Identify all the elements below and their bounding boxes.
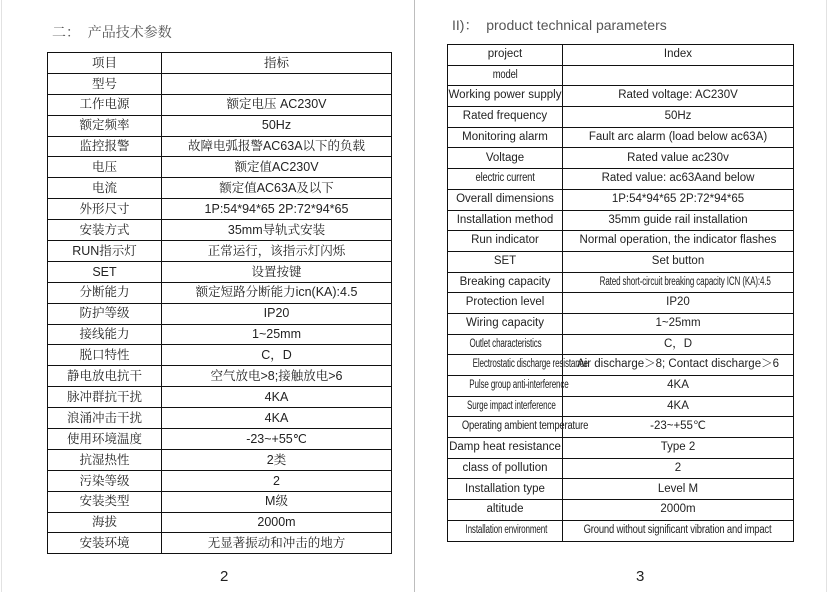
parameter-name: Rated frequency <box>462 110 548 123</box>
parameter-value: 4KA <box>264 389 289 404</box>
parameter-value: 1P:54*94*65 2P:72*94*65 <box>204 201 349 216</box>
parameter-name: 工作电源 <box>79 97 130 112</box>
parameter-name: 接线能力 <box>79 327 130 342</box>
page-edge-left <box>1 0 2 592</box>
parameter-value: 额定短路分断能力icn(KA):4.5 <box>195 285 358 300</box>
parameter-name-cell <box>48 94 162 115</box>
parameter-value-cell <box>162 324 392 345</box>
parameter-value: C，D <box>663 337 693 350</box>
parameter-value-cell <box>162 199 392 220</box>
parameter-name-cell <box>48 73 162 94</box>
parameter-value-cell <box>162 491 392 512</box>
parameter-name: Installation environment <box>465 523 548 536</box>
parameter-value: 2 <box>273 473 280 488</box>
parameter-name: 项目 <box>91 55 117 70</box>
right-table-row <box>448 313 794 334</box>
parameter-value-cell <box>162 408 392 429</box>
parameter-value-cell <box>162 94 392 115</box>
left-table-row <box>48 94 392 115</box>
parameter-value-cell <box>563 169 794 190</box>
parameter-value: 35mm guide rail installation <box>608 213 748 226</box>
parameter-name-cell <box>48 387 162 408</box>
right-table-row <box>448 479 794 500</box>
parameter-value-cell <box>162 366 392 387</box>
parameter-value: Fault arc alarm (load below ac63A) <box>588 130 768 143</box>
left-table-row <box>48 303 392 324</box>
parameter-name-cell <box>48 470 162 491</box>
parameter-value: 4KA <box>667 399 689 412</box>
parameter-value-cell <box>563 45 794 66</box>
left-table-row <box>48 199 392 220</box>
right-table-row <box>448 417 794 438</box>
parameter-name: RUN指示灯 <box>72 243 137 258</box>
parameter-name: Installation type <box>465 482 545 495</box>
right-table-row <box>448 438 794 459</box>
left-table-row <box>48 136 392 157</box>
parameter-name: 污染等级 <box>79 473 130 488</box>
right-table-row <box>448 86 794 107</box>
parameter-name-cell <box>48 345 162 366</box>
left-table-row <box>48 449 392 470</box>
parameter-value: 35mm导轨式安装 <box>227 222 326 237</box>
parameter-name-cell <box>48 491 162 512</box>
parameter-name-cell <box>48 449 162 470</box>
parameter-name: 电压 <box>91 160 117 175</box>
parameter-name: class of pollution <box>462 461 548 474</box>
parameter-name: Surge impact interference <box>467 399 556 412</box>
parameter-value-cell <box>162 241 392 262</box>
left-table-row <box>48 429 392 450</box>
parameter-value: 2000m <box>660 503 696 516</box>
parameter-value: Type 2 <box>660 441 696 454</box>
parameter-value: Normal operation, the indicator flashes <box>579 234 777 247</box>
parameter-value-cell <box>563 334 794 355</box>
parameter-name: 脉冲群抗干扰 <box>66 389 142 404</box>
parameter-value-cell <box>563 231 794 252</box>
parameter-value-cell <box>162 345 392 366</box>
right-table-row <box>448 520 794 541</box>
parameter-name: electric current <box>475 172 535 185</box>
right-table-row <box>448 500 794 521</box>
parameter-value-cell <box>162 512 392 533</box>
parameter-value: Rated value: ac63Aand below <box>601 172 755 185</box>
parameter-value: Index <box>663 48 693 61</box>
parameter-value: IP20 <box>666 296 690 309</box>
parameter-value: M级 <box>265 494 288 509</box>
parameter-value: 4KA <box>667 379 689 392</box>
parameter-name-cell <box>448 86 563 107</box>
parameter-value-cell <box>162 53 392 74</box>
parameter-name-cell <box>48 533 162 554</box>
parameter-name-cell <box>448 127 563 148</box>
parameter-name-cell <box>448 231 563 252</box>
parameter-value: 空气放电>8;接触放电>6 <box>210 369 343 384</box>
parameter-value-cell <box>162 429 392 450</box>
parameter-name-cell <box>448 65 563 86</box>
parameter-value-cell <box>563 376 794 397</box>
parameter-name-cell <box>48 178 162 199</box>
parameter-name: altitude <box>486 503 524 516</box>
parameter-name-cell <box>448 169 563 190</box>
parameter-value-cell <box>162 73 392 94</box>
parameter-value: 2000m <box>257 515 296 530</box>
parameter-value-cell <box>162 220 392 241</box>
parameter-value-cell <box>563 148 794 169</box>
parameter-value-cell <box>563 396 794 417</box>
parameter-value: 2类 <box>266 452 287 467</box>
parameter-name-cell <box>448 355 588 376</box>
parameter-value-cell <box>563 520 794 541</box>
left-table-row <box>48 387 392 408</box>
page-divider <box>414 0 415 592</box>
parameter-value-cell <box>563 65 794 86</box>
parameter-name: Electrostatic discharge resistance <box>472 358 588 371</box>
parameter-name-cell <box>448 417 589 438</box>
parameter-name-cell <box>48 115 162 136</box>
parameter-value-cell <box>563 313 794 334</box>
parameter-name: Breaking capacity <box>459 275 551 288</box>
parameter-name: Overall dimensions <box>456 192 554 205</box>
left-section-title: 二： 产品技术参数 <box>52 24 172 40</box>
parameter-name-cell <box>48 157 162 178</box>
parameter-name: Operating ambient temperature <box>461 420 589 433</box>
right-table-row <box>448 251 794 272</box>
left-table-row <box>48 324 392 345</box>
parameter-name: 使用环境温度 <box>66 431 142 446</box>
parameter-value-cell <box>563 417 794 438</box>
parameter-name: 电流 <box>91 181 117 196</box>
parameter-name: 分断能力 <box>79 285 130 300</box>
parameter-name-cell <box>448 479 563 500</box>
parameter-name: 海拔 <box>91 515 117 530</box>
parameter-name: Monitoring alarm <box>462 130 548 143</box>
parameter-name-cell <box>448 458 563 479</box>
page-number-left: 2 <box>220 568 229 585</box>
parameter-value: 正常运行，该指示灯闪烁 <box>207 243 346 258</box>
right-table-row <box>448 107 794 128</box>
parameter-name: 型号 <box>91 76 117 91</box>
parameter-name: project <box>487 48 523 61</box>
parameter-value-cell <box>563 479 794 500</box>
right-table-row <box>448 189 794 210</box>
parameter-value-cell <box>162 303 392 324</box>
parameter-name: Installation method <box>456 213 554 226</box>
parameter-value-cell <box>563 127 794 148</box>
left-table-row <box>48 408 392 429</box>
parameter-value-cell <box>162 533 392 554</box>
parameter-value: Level M <box>657 482 699 495</box>
parameter-value: -23~+55℃ <box>246 431 307 446</box>
parameter-value-cell <box>563 251 794 272</box>
parameter-value-cell <box>563 458 794 479</box>
parameter-value: 1P:54*94*65 2P:72*94*65 <box>611 192 745 205</box>
parameter-name-cell <box>448 376 569 397</box>
parameter-value-cell <box>162 178 392 199</box>
parameter-name: Run indicator <box>471 234 539 247</box>
parameter-value-cell <box>563 500 794 521</box>
right-table-header-row <box>448 45 794 66</box>
parameter-value: Rated value ac230v <box>627 151 729 164</box>
parameter-name-cell <box>448 396 563 417</box>
parameter-value-cell <box>563 107 794 128</box>
parameter-name-cell <box>48 220 162 241</box>
right-table-row <box>448 127 794 148</box>
parameter-name-cell <box>448 210 563 231</box>
left-table-row <box>48 115 392 136</box>
parameter-name: Wiring capacity <box>466 317 544 330</box>
parameter-name-cell <box>48 282 162 303</box>
parameter-value: 1~25mm <box>655 317 701 330</box>
parameter-name: model <box>492 68 518 81</box>
parameter-name-cell <box>448 189 563 210</box>
parameter-value-cell <box>162 115 392 136</box>
right-table-row <box>448 293 794 314</box>
parameter-name-cell <box>48 261 162 282</box>
left-table-row <box>48 261 392 282</box>
right-table-row <box>448 355 794 376</box>
parameter-name: 安装类型 <box>79 494 130 509</box>
parameter-name-cell <box>448 272 563 293</box>
right-table-row <box>448 148 794 169</box>
right-table-row <box>448 210 794 231</box>
parameter-value: 设置按键 <box>251 264 302 279</box>
parameter-value: 1~25mm <box>252 327 301 342</box>
parameter-value-cell <box>563 438 794 459</box>
left-table-row <box>48 282 392 303</box>
parameter-value: 50Hz <box>664 110 692 123</box>
parameter-value-cell <box>563 355 794 376</box>
left-table-row <box>48 491 392 512</box>
parameter-value: 故障电弧报警AC63A以下的负载 <box>187 139 366 154</box>
parameter-name-cell <box>48 199 162 220</box>
left-table-header-row <box>48 53 392 74</box>
parameter-name: SET <box>493 254 517 267</box>
parameter-name: 安装方式 <box>79 222 130 237</box>
parameter-name: Outlet characteristics <box>468 337 542 350</box>
parameter-name: 防护等级 <box>79 306 130 321</box>
parameter-name-cell <box>48 429 162 450</box>
parameter-name: 外形尺寸 <box>79 201 130 216</box>
parameter-value: 额定值AC230V <box>234 160 319 175</box>
parameter-value-cell <box>563 272 794 293</box>
page-edge-right <box>826 0 827 592</box>
parameter-name-cell <box>448 500 563 521</box>
parameter-value: 2 <box>674 461 682 474</box>
parameter-value-cell <box>563 189 794 210</box>
parameter-name-cell <box>48 366 162 387</box>
parameter-name-cell <box>448 148 563 169</box>
right-table-row <box>448 376 794 397</box>
parameter-name-cell <box>448 251 563 272</box>
parameter-name: Voltage <box>485 151 525 164</box>
parameter-value-cell <box>162 136 392 157</box>
parameter-value: 无显著振动和冲击的地方 <box>207 536 346 551</box>
parameter-name-cell <box>48 53 162 74</box>
left-table-row <box>48 512 392 533</box>
right-table-row <box>448 65 794 86</box>
parameter-value-cell <box>563 293 794 314</box>
left-table-row <box>48 533 392 554</box>
right-section-title: II)： product technical parameters <box>452 17 667 33</box>
right-table-row <box>448 334 794 355</box>
right-table-row <box>448 231 794 252</box>
parameter-value: Air discharge＞8; Contact discharge＞6 <box>577 358 779 371</box>
right-table-row <box>448 169 794 190</box>
parameter-value: Rated voltage: AC230V <box>618 89 738 102</box>
parameter-value: 额定值AC63A及以下 <box>219 181 334 196</box>
parameter-value-cell <box>563 86 794 107</box>
page-number-right: 3 <box>636 568 645 585</box>
parameter-name-cell <box>448 293 563 314</box>
parameter-name-cell <box>448 107 563 128</box>
parameter-value-cell <box>563 210 794 231</box>
parameter-name: 安装环境 <box>79 536 130 551</box>
left-table-row <box>48 345 392 366</box>
left-table-row <box>48 157 392 178</box>
parameter-value-cell <box>162 157 392 178</box>
left-table-row <box>48 220 392 241</box>
parameter-name-cell <box>448 438 563 459</box>
parameter-value: IP20 <box>263 306 290 321</box>
parameter-name-cell <box>48 324 162 345</box>
parameter-name-cell <box>48 303 162 324</box>
parameter-name-cell <box>48 241 162 262</box>
right-table-row <box>448 396 794 417</box>
parameter-name-cell <box>48 512 162 533</box>
parameter-name: Damp heat resistance <box>449 441 561 454</box>
parameter-name-cell <box>448 45 563 66</box>
parameter-value: -23~+55℃ <box>650 420 706 433</box>
parameter-name-cell <box>48 136 162 157</box>
parameter-value: C，D <box>261 348 292 363</box>
parameter-name: 静电放电抗干 <box>66 369 142 384</box>
parameter-name: Protection level <box>465 296 545 309</box>
left-table-row <box>48 73 392 94</box>
parameter-value: 4KA <box>264 410 289 425</box>
parameter-name-cell <box>48 408 162 429</box>
parameter-value: Ground without significant vibration and impact <box>584 523 772 536</box>
parameter-name: 抗湿热性 <box>79 452 130 467</box>
parameter-name: Working power supply <box>448 89 562 102</box>
parameter-value-cell <box>162 449 392 470</box>
parameter-name: 脱口特性 <box>79 348 130 363</box>
left-table-row <box>48 470 392 491</box>
parameter-value-cell <box>162 470 392 491</box>
parameter-name: 监控报警 <box>79 139 130 154</box>
parameter-value: 额定电压 AC230V <box>226 97 327 112</box>
parameter-value-cell <box>162 387 392 408</box>
parameter-value: 50Hz <box>261 118 292 133</box>
parameter-value: Set button <box>651 254 705 267</box>
parameter-value-cell <box>162 261 392 282</box>
right-table-row <box>448 272 794 293</box>
parameter-value: Rated short-circuit breaking capacity ICN (KA):4.5 <box>599 275 771 288</box>
chinese-spec-table <box>47 52 392 554</box>
parameter-name-cell <box>448 334 563 355</box>
parameter-name: 浪涌冲击干扰 <box>66 410 142 425</box>
left-table-row <box>48 178 392 199</box>
parameter-name-cell <box>448 520 563 541</box>
parameter-name: 额定频率 <box>79 118 130 133</box>
english-spec-table <box>447 44 794 542</box>
left-table-row <box>48 241 392 262</box>
parameter-name-cell <box>448 313 563 334</box>
right-table-row <box>448 458 794 479</box>
parameter-value-cell <box>162 282 392 303</box>
parameter-name: Pulse group anti-interference <box>469 379 569 392</box>
left-table-row <box>48 366 392 387</box>
parameter-name: SET <box>92 264 117 279</box>
parameter-value: 指标 <box>263 55 289 70</box>
